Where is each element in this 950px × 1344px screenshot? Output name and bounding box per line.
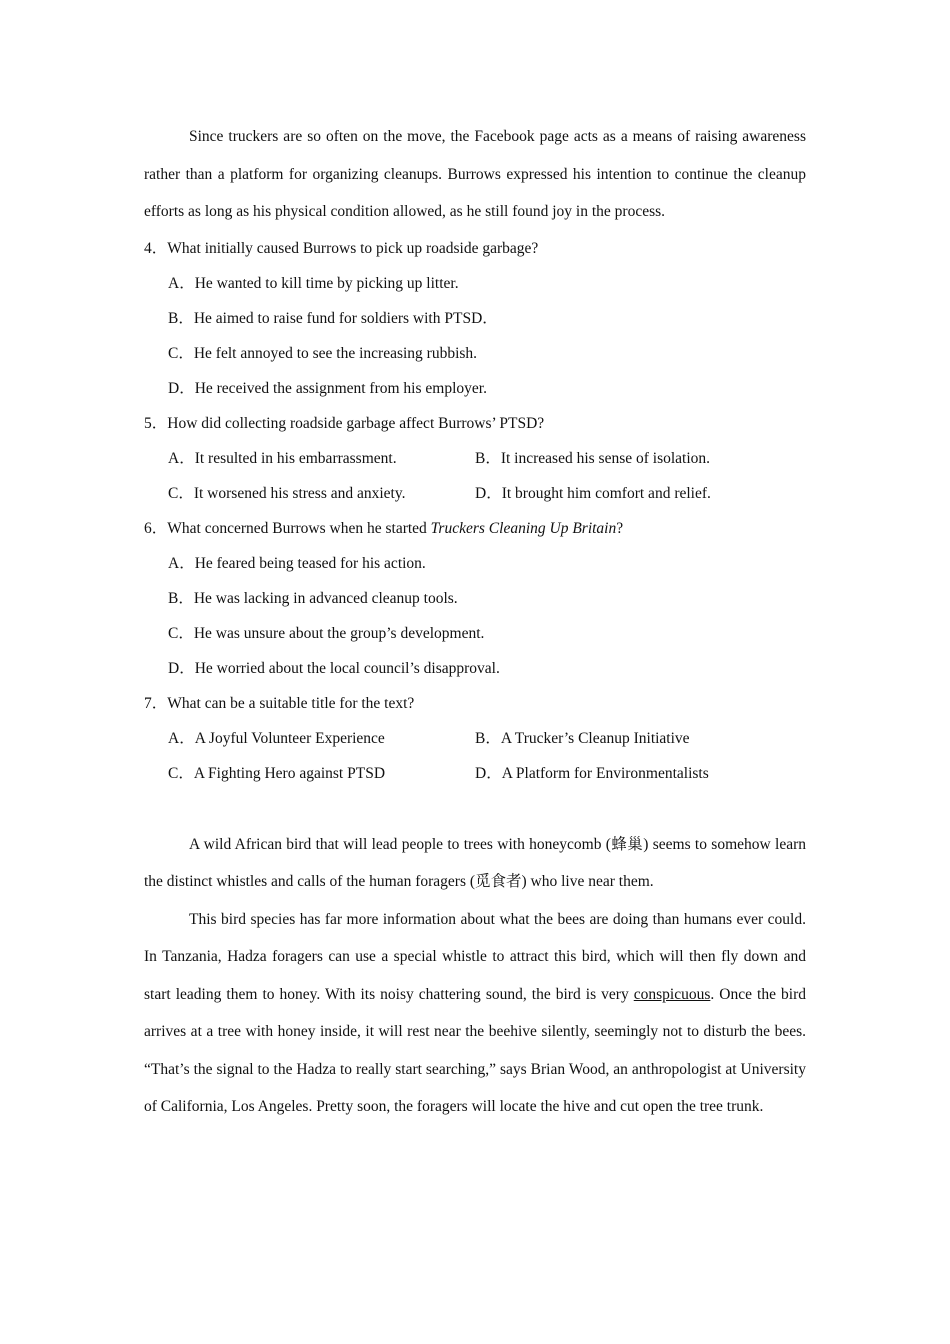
question-7-option-c: C．A Fighting Hero against PTSD [168,764,386,782]
paragraph-text: This bird species has far more information about what the bees are doing than humans ever could. In Tanzania, Hadza foragers can use a special whistle to attract this bird, which will then fly down and start leading them to honey. With its noisy chattering sound, the bird is very [144,910,806,1003]
question-5-options-row-2 [168,476,806,511]
question-text-end: ? [616,519,624,537]
question-text-italic-title: Truckers Cleaning Up Britain [430,519,617,537]
paragraph-text-continued: . Once the bird arrives at a tree with honey inside, it will rest near the beehive silently, seemingly not to disturb the bees. “That’s the signal to the Hadza to really start searching,” says Brian Wood, an anthropologist at University of California, Los Angeles. Pretty soon, the foragers will locate the hive and cut open the tree trunk. [144,985,806,1115]
question-4-option-c: C．He felt annoyed to see the increasing rubbish. [168,344,478,362]
section-gap [144,791,806,826]
question-6-option-a: A．He feared being teased for his action. [168,554,426,572]
question-5-option-a: A．It resulted in his embarrassment. [168,449,397,467]
question-5-option-d: D．It brought him comfort and relief. [475,484,711,502]
question-5-option-c: C．It worsened his stress and anxiety. [168,484,406,502]
question-text: How did collecting roadside garbage affect Burrows’ PTSD? [167,414,545,432]
question-text: What can be a suitable title for the text? [167,694,415,712]
question-6-option-b: B．He was lacking in advanced cleanup tools. [168,589,458,607]
question-5-options-row-1 [168,441,806,476]
passage2-paragraph-1: A wild African bird that will lead people to trees with honeycomb (蜂巢) seems to somehow learn the distinct whistles and calls of the human foragers (觅食者) who live near them. [144,835,806,890]
question-7-options-row-2 [168,756,806,791]
question-7-option-d: D．A Platform for Environmentalists [475,764,709,782]
question-7-option-b: B．A Trucker’s Cleanup Initiative [475,729,690,747]
question-text: What initially caused Burrows to pick up roadside garbage? [167,239,539,257]
question-4-option-d: D．He received the assignment from his employer. [168,379,487,397]
question-7 [144,686,806,721]
question-number: 6． [144,519,168,537]
question-number: 5． [144,414,168,432]
question-7-options-row-1 [168,721,806,756]
question-text: What concerned Burrows when he started [167,519,431,537]
question-7-option-a: A．A Joyful Volunteer Experience [168,729,385,747]
question-5 [144,406,806,441]
question-5-option-b: B．It increased his sense of isolation. [475,449,711,467]
question-4-option-a: A．He wanted to kill time by picking up litter. [168,274,459,292]
question-6-option-c: C．He was unsure about the group’s development. [168,624,485,642]
question-4-option-b: B．He aimed to raise fund for soldiers with PTSD． [168,309,498,327]
passage2-paragraph-2 [144,901,806,1126]
question-number: 4． [144,239,168,257]
passage1-closing-paragraph: Since truckers are so often on the move, the Facebook page acts as a means of raising awareness rather than a platform for organizing cleanups. Burrows expressed his intention to continue the cleanup efforts as long as his physical condition allowed, as he still found joy in the process. [144,128,806,220]
document-page [144,118,806,1126]
underlined-word: conspicuous [633,985,711,1003]
question-6-option-d: D．He worried about the local council’s disapproval. [168,659,500,677]
question-4 [144,231,806,266]
question-6 [144,511,806,546]
question-number: 7． [144,694,168,712]
